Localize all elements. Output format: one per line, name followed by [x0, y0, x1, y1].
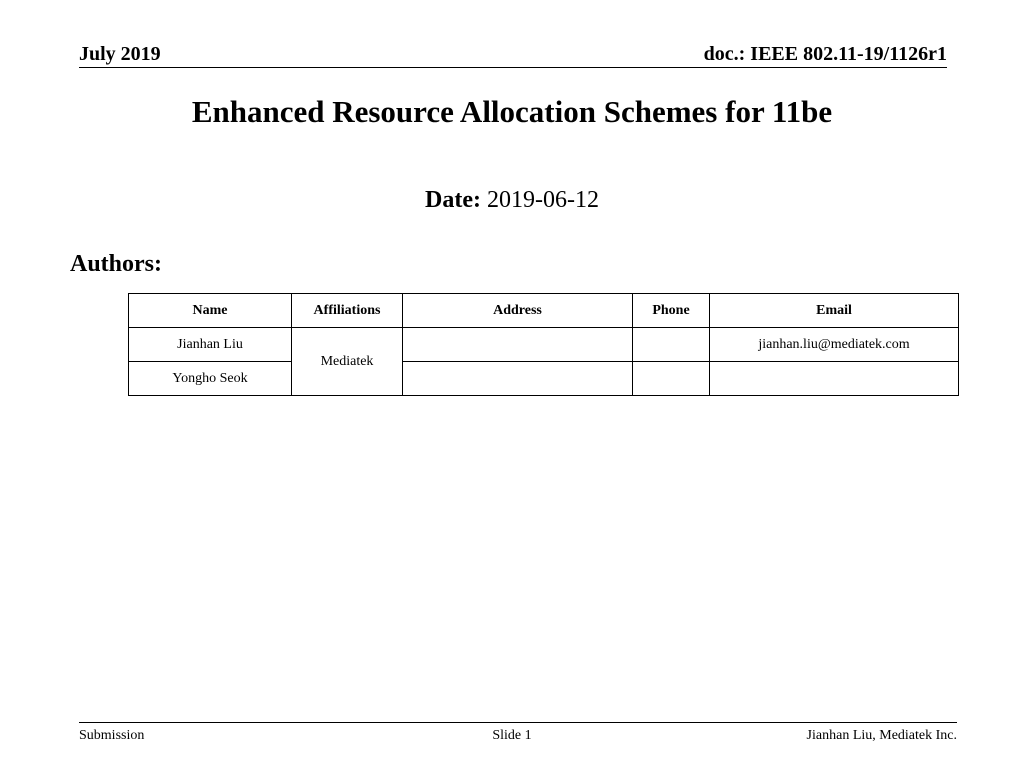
authors-table: [128, 293, 959, 396]
author-email: jianhan.liu@mediatek.com: [710, 328, 959, 362]
author-email: [710, 362, 959, 396]
column-header-phone: Phone: [633, 294, 710, 328]
footer-author: Jianhan Liu, Mediatek Inc.: [806, 728, 957, 743]
author-address: [403, 328, 633, 362]
column-header-email: Email: [710, 294, 959, 328]
table-row: [129, 328, 959, 362]
header-divider: [79, 67, 947, 68]
footer-divider: [79, 722, 957, 723]
date-label: Date:: [425, 187, 481, 213]
date-value: 2019-06-12: [486, 187, 599, 213]
table-header-row: [129, 294, 959, 328]
column-header-name: Name: [129, 294, 292, 328]
author-phone: [633, 328, 710, 362]
author-affiliation: Mediatek: [292, 328, 403, 396]
footer-slide-number: Slide 1: [492, 728, 532, 743]
footer-submission: Submission: [79, 728, 145, 743]
slide-title: Enhanced Resource Allocation Schemes for 11be: [191, 94, 833, 129]
author-address: [403, 362, 633, 396]
table-row: [129, 362, 959, 396]
author-name: Jianhan Liu: [129, 328, 292, 362]
authors-heading: Authors:: [70, 251, 163, 277]
header-doc-id: doc.: IEEE 802.11-19/1126r1: [703, 43, 947, 65]
column-header-affiliations: Affiliations: [292, 294, 403, 328]
column-header-address: Address: [403, 294, 633, 328]
author-phone: [633, 362, 710, 396]
header-date: July 2019: [79, 43, 161, 65]
date-line: [0, 184, 1024, 216]
author-name: Yongho Seok: [129, 362, 292, 396]
